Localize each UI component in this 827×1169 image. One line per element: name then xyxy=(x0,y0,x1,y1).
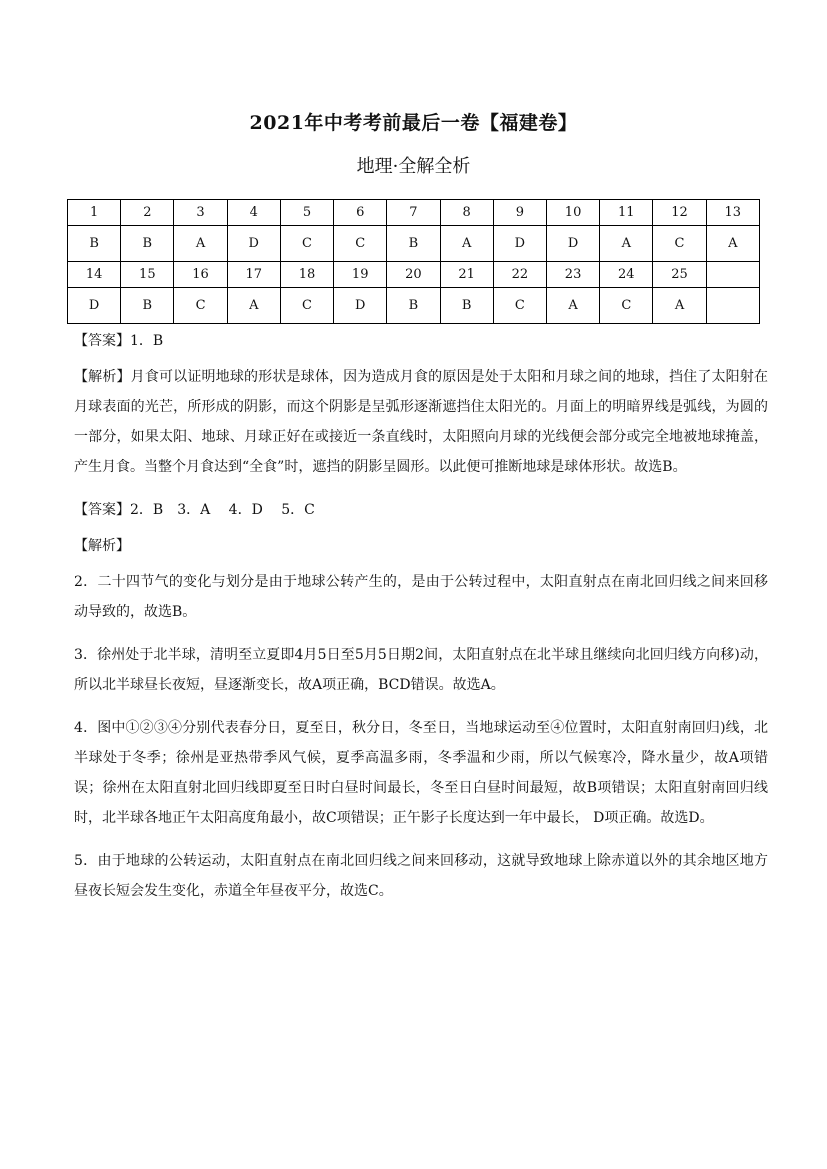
explanation-body xyxy=(74,326,768,919)
table-cell: B xyxy=(121,226,174,262)
table-cell: A xyxy=(653,288,706,324)
table-cell: C xyxy=(334,226,387,262)
table-cell: 9 xyxy=(493,200,546,226)
table-cell: B xyxy=(387,288,440,324)
table-cell: 1 xyxy=(68,200,121,226)
table-row xyxy=(68,288,760,324)
table-cell: 4 xyxy=(227,200,280,226)
table-cell: 10 xyxy=(546,200,599,226)
table-cell: 13 xyxy=(706,200,759,226)
table-cell: D xyxy=(334,288,387,324)
table-cell: 24 xyxy=(600,262,653,288)
table-cell: D xyxy=(493,226,546,262)
table-cell: A xyxy=(706,226,759,262)
table-cell: 17 xyxy=(227,262,280,288)
table-cell: 8 xyxy=(440,200,493,226)
table-cell: B xyxy=(68,226,121,262)
answer-line-2: 【答案】2．B 3．A 4．D 5．C xyxy=(74,502,315,518)
table-cell: A xyxy=(440,226,493,262)
analysis-heading: 【解析】 xyxy=(74,538,130,554)
table-cell: A xyxy=(546,288,599,324)
table-cell: C xyxy=(280,226,333,262)
page-subtitle: 地理·全解全析 xyxy=(356,156,471,177)
page-title: 2021年中考考前最后一卷【福建卷】 xyxy=(249,112,578,134)
table-cell: 25 xyxy=(653,262,706,288)
table-cell: 6 xyxy=(334,200,387,226)
answer-table xyxy=(67,199,760,324)
table-cell: C xyxy=(174,288,227,324)
table-cell: D xyxy=(227,226,280,262)
analysis-paragraph-1: 【解析】月食可以证明地球的形状是球体，因为造成月食的原因是处于太阳和月球之间的地球，挡住了太阳射在月球表面的光芒，所形成的阴影，而这个阴影是呈弧形逐渐遮挡住太阳光的。月面上的明暗界线是弧线，为圆的一部分，如果太阳、地球、月球正好在或接近一条直线时，太阳照向月球的光线便会部分或完全地被地球掩盖，产生月食。当整个月食达到“全食”时，遮挡的阴影呈圆形。以此便可推断地球是球体形状。故选B。 xyxy=(74,369,768,475)
table-cell: 2 xyxy=(121,200,174,226)
table-cell: A xyxy=(600,226,653,262)
table-cell xyxy=(706,288,759,324)
table-cell: A xyxy=(227,288,280,324)
table-cell: 15 xyxy=(121,262,174,288)
table-cell: 12 xyxy=(653,200,706,226)
table-cell: 11 xyxy=(600,200,653,226)
table-cell: 23 xyxy=(546,262,599,288)
table-cell: D xyxy=(546,226,599,262)
table-cell: C xyxy=(280,288,333,324)
analysis-item-3: 3．徐州处于北半球，清明至立夏即4月5日至5月5日期2间，太阳直射点在北半球且继续向北回归线方向移)动，所以北半球昼长夜短，昼逐渐变长，故A项正确，BCD错误。故选A。 xyxy=(74,647,768,693)
table-cell xyxy=(706,262,759,288)
table-cell: 5 xyxy=(280,200,333,226)
table-cell: B xyxy=(440,288,493,324)
answer-line-1: 【答案】1．B xyxy=(74,333,164,349)
table-row xyxy=(68,262,760,288)
table-cell: 18 xyxy=(280,262,333,288)
table-cell: 20 xyxy=(387,262,440,288)
table-cell: 16 xyxy=(174,262,227,288)
table-cell: A xyxy=(174,226,227,262)
table-cell: 21 xyxy=(440,262,493,288)
table-cell: C xyxy=(653,226,706,262)
analysis-item-4: 4．图中①②③④分别代表春分日，夏至日，秋分日，冬至日，当地球运动至④位置时，太阳直射南回归)线，北半球处于冬季；徐州是亚热带季风气候，夏季高温多雨，冬季温和少雨，所以气候寒冷，降水量少，故A项错误；徐州在太阳直射北回归线即夏至日时白昼时间最长，冬至日白昼时间最短，故B项错误；太阳直射南回归线时，北半球各地正午太阳高度角最小，故C项错误；正午影子长度达到一年中最长， D项正确。故选D。 xyxy=(74,720,768,826)
table-cell: C xyxy=(493,288,546,324)
table-cell: B xyxy=(387,226,440,262)
table-row xyxy=(68,226,760,262)
table-cell: D xyxy=(68,288,121,324)
table-cell: 19 xyxy=(334,262,387,288)
analysis-item-2: 2．二十四节气的变化与划分是由于地球公转产生的，是由于公转过程中，太阳直射点在南北回归线之间来回移动导致的，故选B。 xyxy=(74,574,768,620)
table-cell: 7 xyxy=(387,200,440,226)
analysis-item-5: 5．由于地球的公转运动，太阳直射点在南北回归线之间来回移动，这就导致地球上除赤道以外的其余地区地方昼夜长短会发生变化，赤道全年昼夜平分，故选C。 xyxy=(74,853,768,899)
table-cell: C xyxy=(600,288,653,324)
table-row xyxy=(68,200,760,226)
table-cell: 3 xyxy=(174,200,227,226)
table-cell: 14 xyxy=(68,262,121,288)
table-cell: B xyxy=(121,288,174,324)
table-cell: 22 xyxy=(493,262,546,288)
